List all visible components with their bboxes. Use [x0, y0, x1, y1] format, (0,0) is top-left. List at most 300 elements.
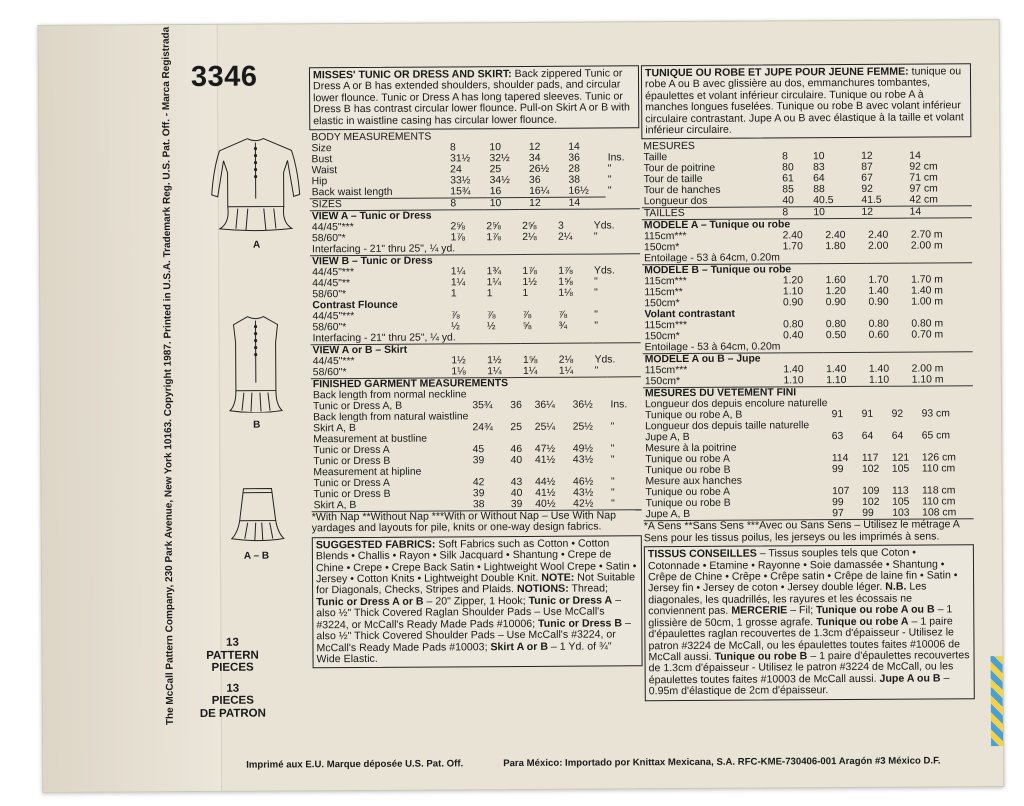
row-value: 41½: [534, 454, 556, 466]
row-label: Tunique ou robe B: [645, 465, 731, 477]
row-value: ": [594, 276, 598, 288]
row-value: 2.00 m: [911, 363, 944, 376]
english-description-box: [309, 65, 639, 130]
english-column: [309, 65, 643, 670]
row-value: ": [594, 365, 599, 377]
row-value: 99: [832, 497, 844, 509]
row-value: 16½: [568, 185, 589, 197]
row-value: 39: [472, 455, 485, 467]
row-value: 14: [909, 150, 921, 163]
row-value: 2⅛: [522, 231, 537, 244]
row-label: Longueur dos depuis encolure naturelle: [644, 398, 828, 411]
row-label: 115cm***: [644, 365, 688, 377]
view-ab-skirt-sketch: [229, 484, 285, 544]
row-label: 44/45"***: [312, 356, 355, 368]
row-label: Tour de taille: [643, 174, 703, 186]
row-label: Measurement at hipline: [313, 466, 422, 479]
row-value: [860, 442, 890, 453]
row-value: ": [607, 185, 612, 197]
row-value: 0.80: [825, 319, 847, 331]
mercerie-bold-3: Tunique ou robe B: [714, 650, 808, 663]
row-value: [609, 410, 642, 421]
row-value: 1⅛: [558, 287, 573, 299]
row-value: 14: [568, 141, 580, 153]
row-value: 126 cm: [921, 452, 956, 464]
row-label: VIEW B – Tunic or Dress: [310, 254, 640, 268]
row-value: [859, 398, 889, 409]
row-value: 36½: [572, 399, 593, 411]
row-label: Tunic or Dress B: [313, 455, 391, 468]
fabrics-title: SUGGESTED FABRICS:: [315, 538, 436, 552]
row-value: 8: [780, 207, 811, 219]
row-value: 47½: [534, 443, 556, 455]
row-value: 1.60: [825, 275, 846, 287]
row-value: 26½: [528, 163, 550, 175]
view-a-yardage-table: [310, 208, 640, 255]
row-value: 43½: [573, 487, 594, 499]
row-label: 150cm*: [644, 376, 681, 388]
note-text: Not Suitable for Diagonals, Checks, Stripes and Plaids.: [316, 571, 636, 597]
row-value: 0.70 m: [911, 329, 944, 342]
row-label: Volant contrastant: [644, 309, 735, 321]
mercerie-text-1: – Fil;: [790, 604, 814, 617]
tissus-text: – Tissus souples tels que Coton • Cotonnade • Etamine • Rayonne • Soie damassée • Shantung • Crêpe de Chine • Crêpe • Crêpe satin • Crêpe de laine fin • Satin • Jersey fin • Jersey de coton • Jersey double léger.: [647, 546, 958, 595]
view-ab-label: A – B: [243, 550, 270, 562]
row-label: 44/45"***: [312, 267, 355, 279]
row-value: 1¼: [450, 266, 466, 278]
row-value: ⅞: [451, 310, 460, 322]
row-value: Ins.: [610, 399, 628, 411]
row-value: 1.40: [868, 286, 889, 298]
table-row: [311, 399, 641, 412]
row-value: 40.5: [813, 195, 834, 207]
pieces-count-en: 13: [225, 636, 239, 649]
pieces-label-fr-1: PIECES: [211, 694, 254, 707]
modele-b-metrage-table: [642, 263, 973, 354]
row-value: 33½: [450, 175, 471, 187]
pattern-number: 3346: [190, 60, 258, 94]
row-label: BODY MEASUREMENTS: [311, 131, 432, 144]
row-label: Mesure à la poitrine: [645, 443, 737, 455]
row-value: 113: [892, 486, 909, 498]
row-value: Yds.: [593, 220, 615, 232]
row-value: 103: [892, 508, 910, 520]
row-value: 80: [782, 162, 794, 174]
row-value: 3: [557, 220, 564, 232]
row-value: 35¾: [472, 400, 493, 412]
row-value: 2⅝: [486, 221, 501, 233]
row-value: 1½: [522, 276, 537, 289]
row-label: Waist: [311, 165, 338, 177]
row-value: 0.50: [825, 330, 847, 342]
row-label: Interfacing - 21" thru 25", ¼ yd.: [312, 243, 456, 256]
row-value: [830, 442, 860, 453]
mercerie-bold-1: Tunique ou robe A ou B: [816, 603, 935, 617]
row-value: 99: [862, 508, 874, 520]
row-value: ": [593, 231, 598, 243]
row-value: 0.80 m: [911, 318, 944, 331]
row-value: ": [594, 320, 599, 332]
view-ab-yardage-table: [311, 342, 641, 378]
row-value: 34½: [489, 175, 510, 187]
row-label: MODELE B – Tunique ou robe: [642, 263, 972, 277]
row-value: 43: [510, 477, 523, 489]
row-value: 0.80: [868, 319, 889, 331]
sens-note: *A Sens **Sans Sens ***Avec ou Sans Sens – Utilisez le métrage A Sens pour les tissus poilus, les jerseys ou les imprimés à sens.: [644, 519, 974, 545]
row-value: [509, 466, 533, 477]
row-value: 102: [861, 464, 880, 476]
row-value: 34: [528, 152, 541, 164]
row-label: Skirt A, B: [313, 500, 357, 512]
row-value: 1⅛: [451, 366, 466, 378]
row-value: 0.80: [783, 319, 804, 331]
row-value: ⅞: [522, 309, 532, 322]
view-b-yardage-table: [310, 253, 641, 344]
row-value: 2.40: [825, 230, 846, 242]
row-value: 1.40: [826, 364, 847, 376]
row-value: [830, 475, 860, 486]
row-value: 1.10: [868, 375, 890, 387]
row-label: Jupe A, B: [645, 432, 690, 444]
row-value: [920, 475, 974, 486]
row-label: 58/60"*: [311, 233, 346, 245]
row-value: 1⅞: [558, 265, 573, 277]
row-label: 44/45"**: [312, 278, 351, 290]
row-label: 44/45"***: [312, 311, 355, 323]
row-value: 1¾: [486, 266, 502, 278]
row-value: 2.00 m: [910, 240, 943, 253]
row-value: [470, 411, 508, 422]
row-value: 109: [862, 486, 880, 498]
row-value: 46½: [572, 476, 594, 488]
row-value: 1.70: [782, 241, 803, 253]
row-value: 40½: [535, 498, 556, 510]
row-value: [890, 475, 920, 486]
row-value: 118 cm: [921, 485, 956, 497]
view-b-sketch: [225, 312, 286, 412]
finished-measurements-table: [311, 376, 642, 511]
notions-bold-3: Tunic or Dress B: [537, 617, 623, 630]
row-value: [609, 432, 642, 443]
row-value: 14: [908, 206, 972, 218]
row-value: 97: [832, 508, 844, 520]
row-value: ½: [486, 321, 496, 333]
row-label: Longueur dos depuis taille naturelle: [645, 420, 810, 433]
row-value: 1.20: [825, 286, 846, 298]
row-value: 1⅞: [450, 232, 466, 244]
row-value: 64: [891, 431, 904, 443]
row-value: 41.5: [861, 195, 882, 207]
row-value: ": [594, 309, 599, 321]
row-label: 115cm**: [644, 287, 683, 299]
table-row: [311, 454, 641, 467]
row-value: [571, 410, 609, 421]
row-value: 8: [782, 151, 788, 163]
row-value: 25¼: [534, 421, 556, 433]
row-value: 25: [489, 164, 502, 176]
row-label: Tunique ou robe A, B: [645, 410, 743, 422]
row-value: 87: [861, 162, 873, 174]
notions-text-3: – also ½" Thick Covered Raglan Shoulder Pads – Use McCall's #3224, or McCall's Ready Made Pads #10006;: [316, 594, 622, 631]
row-label: FINISHED GARMENT MEASUREMENTS: [311, 377, 641, 391]
row-value: 0.40: [783, 330, 804, 342]
row-value: ": [610, 421, 615, 433]
row-label: Tunic or Dress A, B: [312, 400, 403, 413]
row-value: 108 cm: [922, 507, 957, 519]
row-value: 42 cm: [909, 194, 938, 207]
row-label: Skirt A, B: [313, 423, 356, 435]
row-value: 1⅝: [558, 276, 573, 288]
row-value: ¾: [558, 320, 568, 332]
french-title: TUNIQUE OU ROBE ET JUPE POUR JEUNE FEMME:: [644, 65, 909, 80]
modele-ab-metrage-table: [643, 352, 973, 388]
row-value: [508, 389, 532, 400]
pieces-label-en-1: PATTERN: [206, 649, 259, 662]
row-value: 1.70: [868, 275, 889, 287]
row-value: 1¼: [522, 365, 538, 378]
pattern-pieces-count: [192, 637, 273, 720]
row-label: Hip: [311, 176, 328, 188]
row-label: MESURES DU VETEMENT FINI: [643, 386, 973, 400]
row-value: 42: [472, 477, 485, 489]
row-label: SIZES: [310, 198, 449, 210]
row-value: 1⅞: [522, 265, 537, 278]
row-label: 44/45"***: [311, 222, 354, 234]
row-value: 1: [450, 288, 457, 300]
row-value: 42½: [573, 498, 594, 510]
notions-bold-2: Tunic or Dress A: [528, 594, 613, 607]
row-value: ": [610, 454, 615, 466]
view-a-label: A: [252, 239, 261, 251]
row-value: 1⅝: [522, 354, 538, 367]
row-value: ": [610, 487, 615, 499]
row-value: 15¾: [450, 186, 471, 198]
nap-note: *With Nap **Without Nap ***With or Without Nap – Use With Nap yardages and layouts for pile, knits or one-way design fabrics.: [312, 509, 642, 535]
row-value: 1½: [487, 355, 502, 367]
row-value: 40: [510, 488, 523, 500]
row-value: 8: [449, 142, 456, 154]
row-value: [571, 465, 609, 476]
pieces-count-fr: 13: [226, 682, 240, 695]
row-value: [508, 411, 532, 422]
mesures-table: [641, 140, 971, 220]
row-value: 1.10: [826, 375, 847, 387]
row-label: VIEW A or B – Skirt: [311, 343, 641, 357]
mercerie-text-5: – 0.95m d'élastique de 2cm d'épaisseur.: [648, 672, 950, 698]
row-value: [860, 475, 890, 486]
row-value: 36: [528, 174, 541, 186]
row-value: 1.40: [868, 364, 890, 376]
row-value: Yds.: [594, 354, 616, 366]
row-value: 91: [831, 409, 844, 421]
row-value: 2⅝: [522, 220, 537, 233]
row-label: 150cm*: [644, 331, 680, 343]
row-value: ⅞: [486, 310, 496, 322]
row-value: 16¼: [529, 185, 550, 197]
english-fabrics-box: [312, 535, 643, 668]
notions-title: NOTIONS:: [516, 583, 569, 596]
row-value: 2.70 m: [910, 229, 943, 242]
row-label: 115cm***: [643, 231, 687, 243]
row-label: Tour de hanches: [643, 185, 721, 197]
row-value: 99: [831, 464, 844, 476]
row-label: Bust: [311, 154, 333, 166]
row-value: 97 cm: [909, 183, 938, 196]
row-value: 91: [861, 409, 874, 421]
row-value: 2⅝: [450, 221, 465, 233]
row-value: [889, 398, 919, 409]
pieces-label-fr-2: DE PATRON: [199, 707, 266, 720]
row-value: 24: [450, 164, 462, 176]
row-value: 1: [522, 287, 529, 300]
row-value: 43½: [572, 454, 594, 466]
row-value: 71 cm: [909, 172, 938, 185]
row-label: 58/60"*: [312, 289, 347, 301]
french-tissus-box: [644, 544, 975, 700]
row-value: 83: [813, 162, 825, 174]
side-copyright-text: The McCall Pattern Company, 230 Park Avenue, New York 10163. Copyright 1987. Printed in U.S.A. Trademark Reg. U.S. Pat. Off. - Marca Registrada: [160, 26, 176, 726]
row-value: 39: [510, 499, 523, 511]
tissus-title: TISSUS CONSEILLES: [647, 547, 757, 561]
row-value: 105: [891, 464, 910, 476]
french-description: tunique ou robe A ou B avec glissière au dos, emmanchures tombantes, épaulettes et volant inférieur circulaire. Tunique ou robe A à manches longues fuselées. Tunique ou robe B avec volant inférieur circulaire contrastant. Jupe A ou B avec élastique à la taille et volant inférieur circulaire.: [645, 65, 964, 137]
row-value: 10: [812, 151, 825, 163]
row-label: 58/60"*: [312, 367, 347, 379]
row-value: 64: [813, 173, 825, 185]
row-value: 0.90: [782, 297, 804, 309]
row-value: [470, 389, 508, 400]
row-label: Contrast Flounce: [312, 299, 398, 312]
english-title: MISSES' TUNIC OR DRESS AND SKIRT:: [312, 68, 512, 82]
row-value: 45: [472, 444, 485, 456]
row-value: 67: [861, 173, 873, 185]
row-value: [533, 389, 571, 400]
row-value: 93 cm: [921, 408, 950, 420]
row-value: 12: [527, 197, 566, 209]
row-value: 24¾: [472, 422, 493, 434]
row-value: 2.40: [868, 230, 889, 242]
row-value: ": [610, 443, 615, 455]
row-value: ": [594, 287, 598, 299]
row-label: Size: [311, 143, 332, 155]
row-label: MESURES: [643, 141, 695, 153]
row-value: 14: [567, 197, 606, 209]
row-value: [606, 141, 640, 152]
row-label: 150cm*: [644, 298, 680, 310]
row-label: 115cm***: [644, 320, 688, 332]
row-value: 107: [832, 486, 850, 498]
row-value: 44½: [535, 476, 556, 488]
french-description-box: [641, 63, 971, 139]
mercerie-bold-4: Jupe A ou B: [879, 672, 941, 685]
row-value: 1¼: [450, 277, 466, 289]
row-value: 40: [782, 195, 794, 207]
row-label: Back length from natural waistline: [313, 411, 469, 424]
row-label: 115cm***: [644, 276, 687, 288]
row-value: 31½: [450, 153, 471, 165]
row-value: [830, 398, 860, 409]
notions-text-1: Thread;: [571, 582, 609, 596]
row-value: 92: [891, 409, 904, 421]
row-value: 63: [831, 431, 844, 443]
row-value: ⅞: [558, 309, 568, 321]
row-value: 25½: [572, 421, 593, 433]
row-value: 38: [568, 174, 581, 186]
row-value: [920, 442, 974, 453]
row-label: 150cm*: [644, 242, 680, 254]
row-label: VIEW A – Tunic or Dress: [310, 209, 640, 223]
row-label: TAILLES: [642, 207, 781, 219]
row-label: Entoilage - 53 à 64cm, 0.20m: [644, 252, 780, 265]
row-label: Tunic or Dress A: [313, 444, 390, 457]
row-value: [920, 420, 974, 431]
row-label: Jupe A, B: [645, 509, 691, 521]
mercerie-bold-2: Tunique ou robe A: [816, 615, 909, 628]
row-value: 102: [862, 497, 880, 509]
row-value: 1.40: [783, 364, 804, 376]
row-label: Measurement at bustline: [313, 433, 428, 446]
row-value: 10: [811, 207, 859, 219]
row-value: 1.10: [782, 286, 804, 298]
row-label: 58/60"*: [312, 322, 347, 334]
row-value: ": [607, 163, 612, 175]
row-value: [570, 388, 608, 399]
row-label: MODELE A ou B – Jupe: [643, 352, 973, 366]
row-value: 1.10: [783, 375, 804, 387]
row-value: 12: [861, 151, 873, 163]
row-value: 8: [448, 198, 487, 210]
row-value: 40: [510, 455, 523, 467]
row-value: 64: [861, 431, 874, 443]
row-value: 1½: [451, 355, 466, 367]
row-label: Tunic or Dress A: [313, 477, 390, 490]
row-value: 121: [891, 453, 910, 465]
row-value: [890, 442, 920, 453]
row-value: 110 cm: [921, 463, 956, 475]
row-value: [508, 433, 532, 444]
row-value: 12: [859, 207, 907, 219]
row-value: 32½: [489, 153, 510, 165]
row-value: [533, 466, 571, 477]
row-label: Tunique ou robe A: [645, 487, 731, 499]
row-value: 1¼: [486, 277, 502, 289]
mercerie-text-2: – 1 glissière de 50cm, 1 grosse agrafe.: [648, 603, 953, 629]
mercerie-text-4: – 1 paire d'épaulettes recouvertes de 1.3cm d'épaisseur - Utilisez le patron #3224 de McCall, ou les épaulettes toutes faites #10003 de McCall aussi.: [648, 649, 970, 686]
row-value: 1.40 m: [911, 285, 943, 298]
row-value: 1.00 m: [911, 296, 944, 309]
notions-bold-1: Tunic or Dress A or B: [316, 595, 424, 609]
row-value: 2⅛: [558, 354, 574, 366]
row-value: 88: [813, 184, 825, 196]
notions-text-5: – 1 Yd. of ¾" Wide Elastic.: [316, 639, 612, 666]
pieces-label-en-2: PIECES: [211, 661, 254, 674]
row-value: 1.80: [825, 241, 846, 253]
row-value: 1: [486, 288, 493, 300]
row-label: Mesure aux hanches: [645, 476, 742, 488]
mercerie-text-3: – 1 paire d'épaulettes raglan recouvertes de 1.3cm d'épaisseur - Utilisez le patron #3224 de McCall, ou les épaulettes toutes faites #10006 de McCall aussi.: [648, 615, 961, 664]
footer-left-text: Imprimé aux E.U. Marque déposée U.S. Pat. Off.: [246, 758, 464, 771]
english-description: Back zippered Tunic or Dress A or B has extended shoulders, shoulder pads, and circular lower flounce. Tunic or Dress A has long tapered sleeves. Tunic or Dress B has contrast circular lower flounce. Pull-on Skirt A or B with elastic in waistline casing has circular lower flounce.: [313, 67, 630, 127]
row-value: 49½: [572, 443, 594, 455]
row-value: [471, 433, 509, 444]
row-value: 2.40: [782, 230, 803, 242]
row-value: 28: [568, 163, 580, 175]
notions-text-2: – 20" Zipper, 1 Hook;: [426, 594, 526, 608]
row-value: [609, 465, 642, 476]
footer-right-text: Para México: Importado por Knittax Mexicana, S.A. RFC-KME-730406-001 Aragón #3 México D.F.: [503, 755, 941, 770]
row-label: Tunique ou robe B: [645, 498, 731, 510]
row-value: ½: [451, 321, 460, 333]
